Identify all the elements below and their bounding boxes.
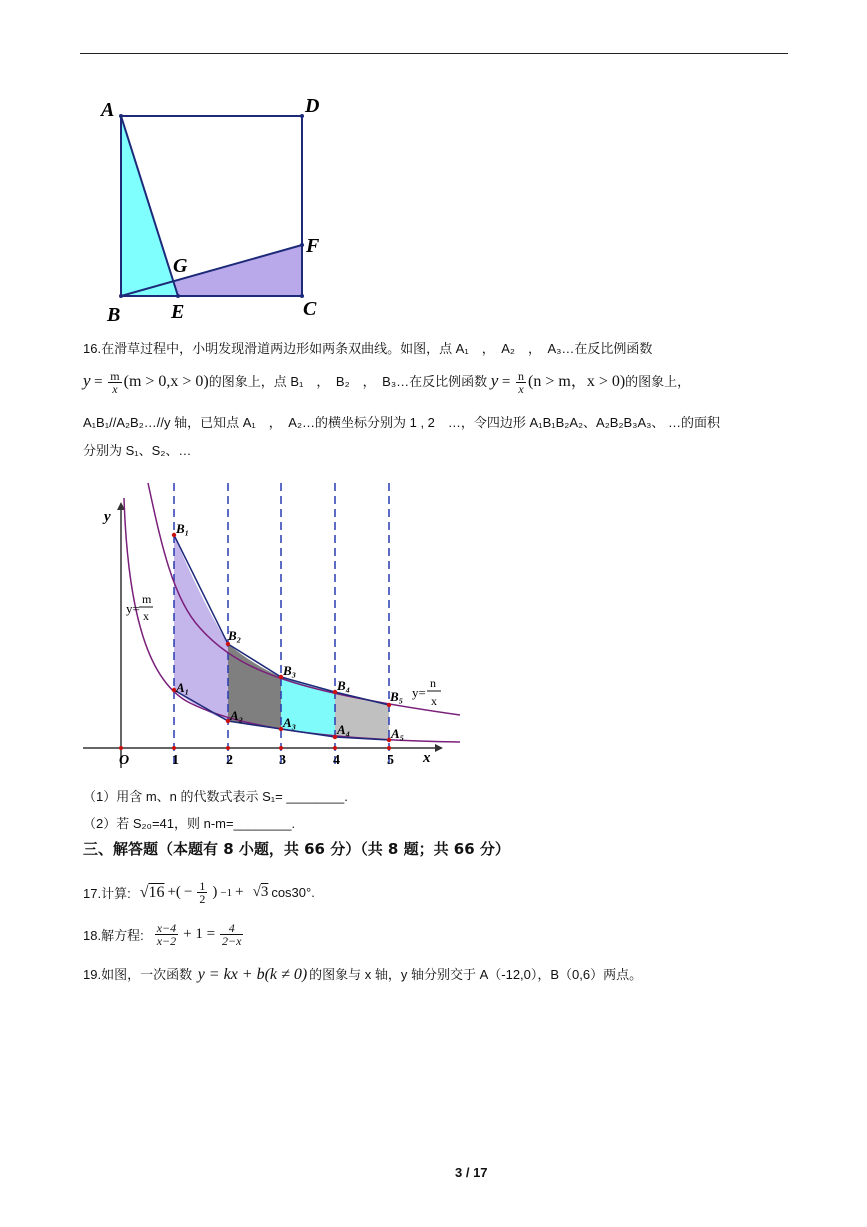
label-a1: A₁ [176,680,190,695]
header-rule [80,53,788,54]
formula1-cond: (m > 0,x > 0) [123,373,209,390]
q17: 17.计算: √16 +( − $\frac{1}{2}$ ) −1 + √3 cos30°. [83,879,315,906]
tick-2: 2 [226,753,233,768]
q19: 19.如图，一次函数 y = kx + b(k ≠ 0) 的图象与 x 轴，y 轴分别交于 A（-12,0），B（0,6）两点。 [83,966,643,983]
q16-line1: 16.在滑草过程中，小明发现滑道两边形如两条双曲线。如图，点 A₁ ， A₂ ， A₃…在反比例函数 [83,341,653,356]
origin-label: O [119,753,130,768]
formula2-y: y [490,371,499,390]
tick-5: 5 [387,753,394,768]
label-e: E [171,301,185,323]
q18-rhs-fraction: $\frac{4}{2-x}$ [222,921,242,948]
label-b4: B₄ [337,678,351,693]
q19-formula: y = kx + b(k ≠ 0) [197,966,308,983]
square-figure [95,88,335,328]
label-a5: A₅ [391,726,405,741]
label-a4: A₄ [337,722,351,737]
label-a3: A₃ [283,715,297,730]
quad-gecf [173,245,302,296]
curve-m-num: m [142,592,152,606]
formula1-fraction: $\frac{m}{x}$ [110,369,120,397]
label-a: A [101,99,115,121]
formula2-cond: (n > m，x > 0) [528,373,626,390]
q16-part1: （1）用含 m、n 的代数式表示 S₁= ________. [83,789,348,804]
hyperbola-chart [80,478,480,778]
label-d: D [305,95,320,117]
sqrt3: √3 [252,884,269,900]
label-b: B [107,304,121,326]
formula2-fraction: $\frac{n}{x}$ [518,369,525,397]
label-a2: A₂ [230,708,244,723]
curve-m-prefix: y= [126,601,140,616]
label-b1: B₁ [176,521,190,536]
tick-3: 3 [279,753,286,768]
formula1-y: y [83,371,91,390]
label-b3: B₃ [283,663,297,678]
fraction-half: $\frac{1}{2}$ [199,879,206,906]
q16-part2: （2）若 S₂₀=41，则 n-m=________. [83,816,296,831]
curve-n-prefix: y= [412,685,426,700]
axis-x-label: x [423,750,431,766]
label-c: C [303,298,317,320]
curve-n-num: n [430,676,436,690]
sqrt16: √16 [139,883,165,901]
section-3-heading: 三、解答题（本题有 8 小题，共 66 分）（共 8 题；共 66 分） [83,840,510,858]
axis-y-label: y [104,509,111,525]
tick-4: 4 [333,753,340,768]
q16-line3: A₁B₁//A₂B₂…//y 轴，已知点 A₁ ， A₂…的横坐标分别为 1 , 2 …，令四边形 A₁B₁B₂A₂、A₂B₂B₃A₃、 …的面积 [83,415,721,430]
label-b2: B₂ [228,628,242,643]
q18-lhs-fraction: $\frac{x-4}{x-2}$ [156,921,177,948]
q16-line2: y = $\frac{m}{x}$ (m > 0,x > 0)的图象上，点 B₁ ， B₂ ， B₃…在反比例函数 y = $\frac{n}{x}$ (n > m，x > 0)的图象上， [83,369,691,397]
q16-line4: 分别为 S₁、S₂、… [83,443,192,458]
label-g: G [173,255,188,277]
label-f: F [306,235,320,257]
curve-m-den: x [143,609,149,623]
tick-1: 1 [172,753,179,768]
curve-n-den: x [431,694,437,708]
q18: 18.解方程: $\frac{x-4}{x-2}$ + 1 = $\frac{4}{2-x}$ [83,921,242,948]
label-b5: B₅ [390,689,404,704]
page-number: 3 / 17 [455,1165,488,1180]
